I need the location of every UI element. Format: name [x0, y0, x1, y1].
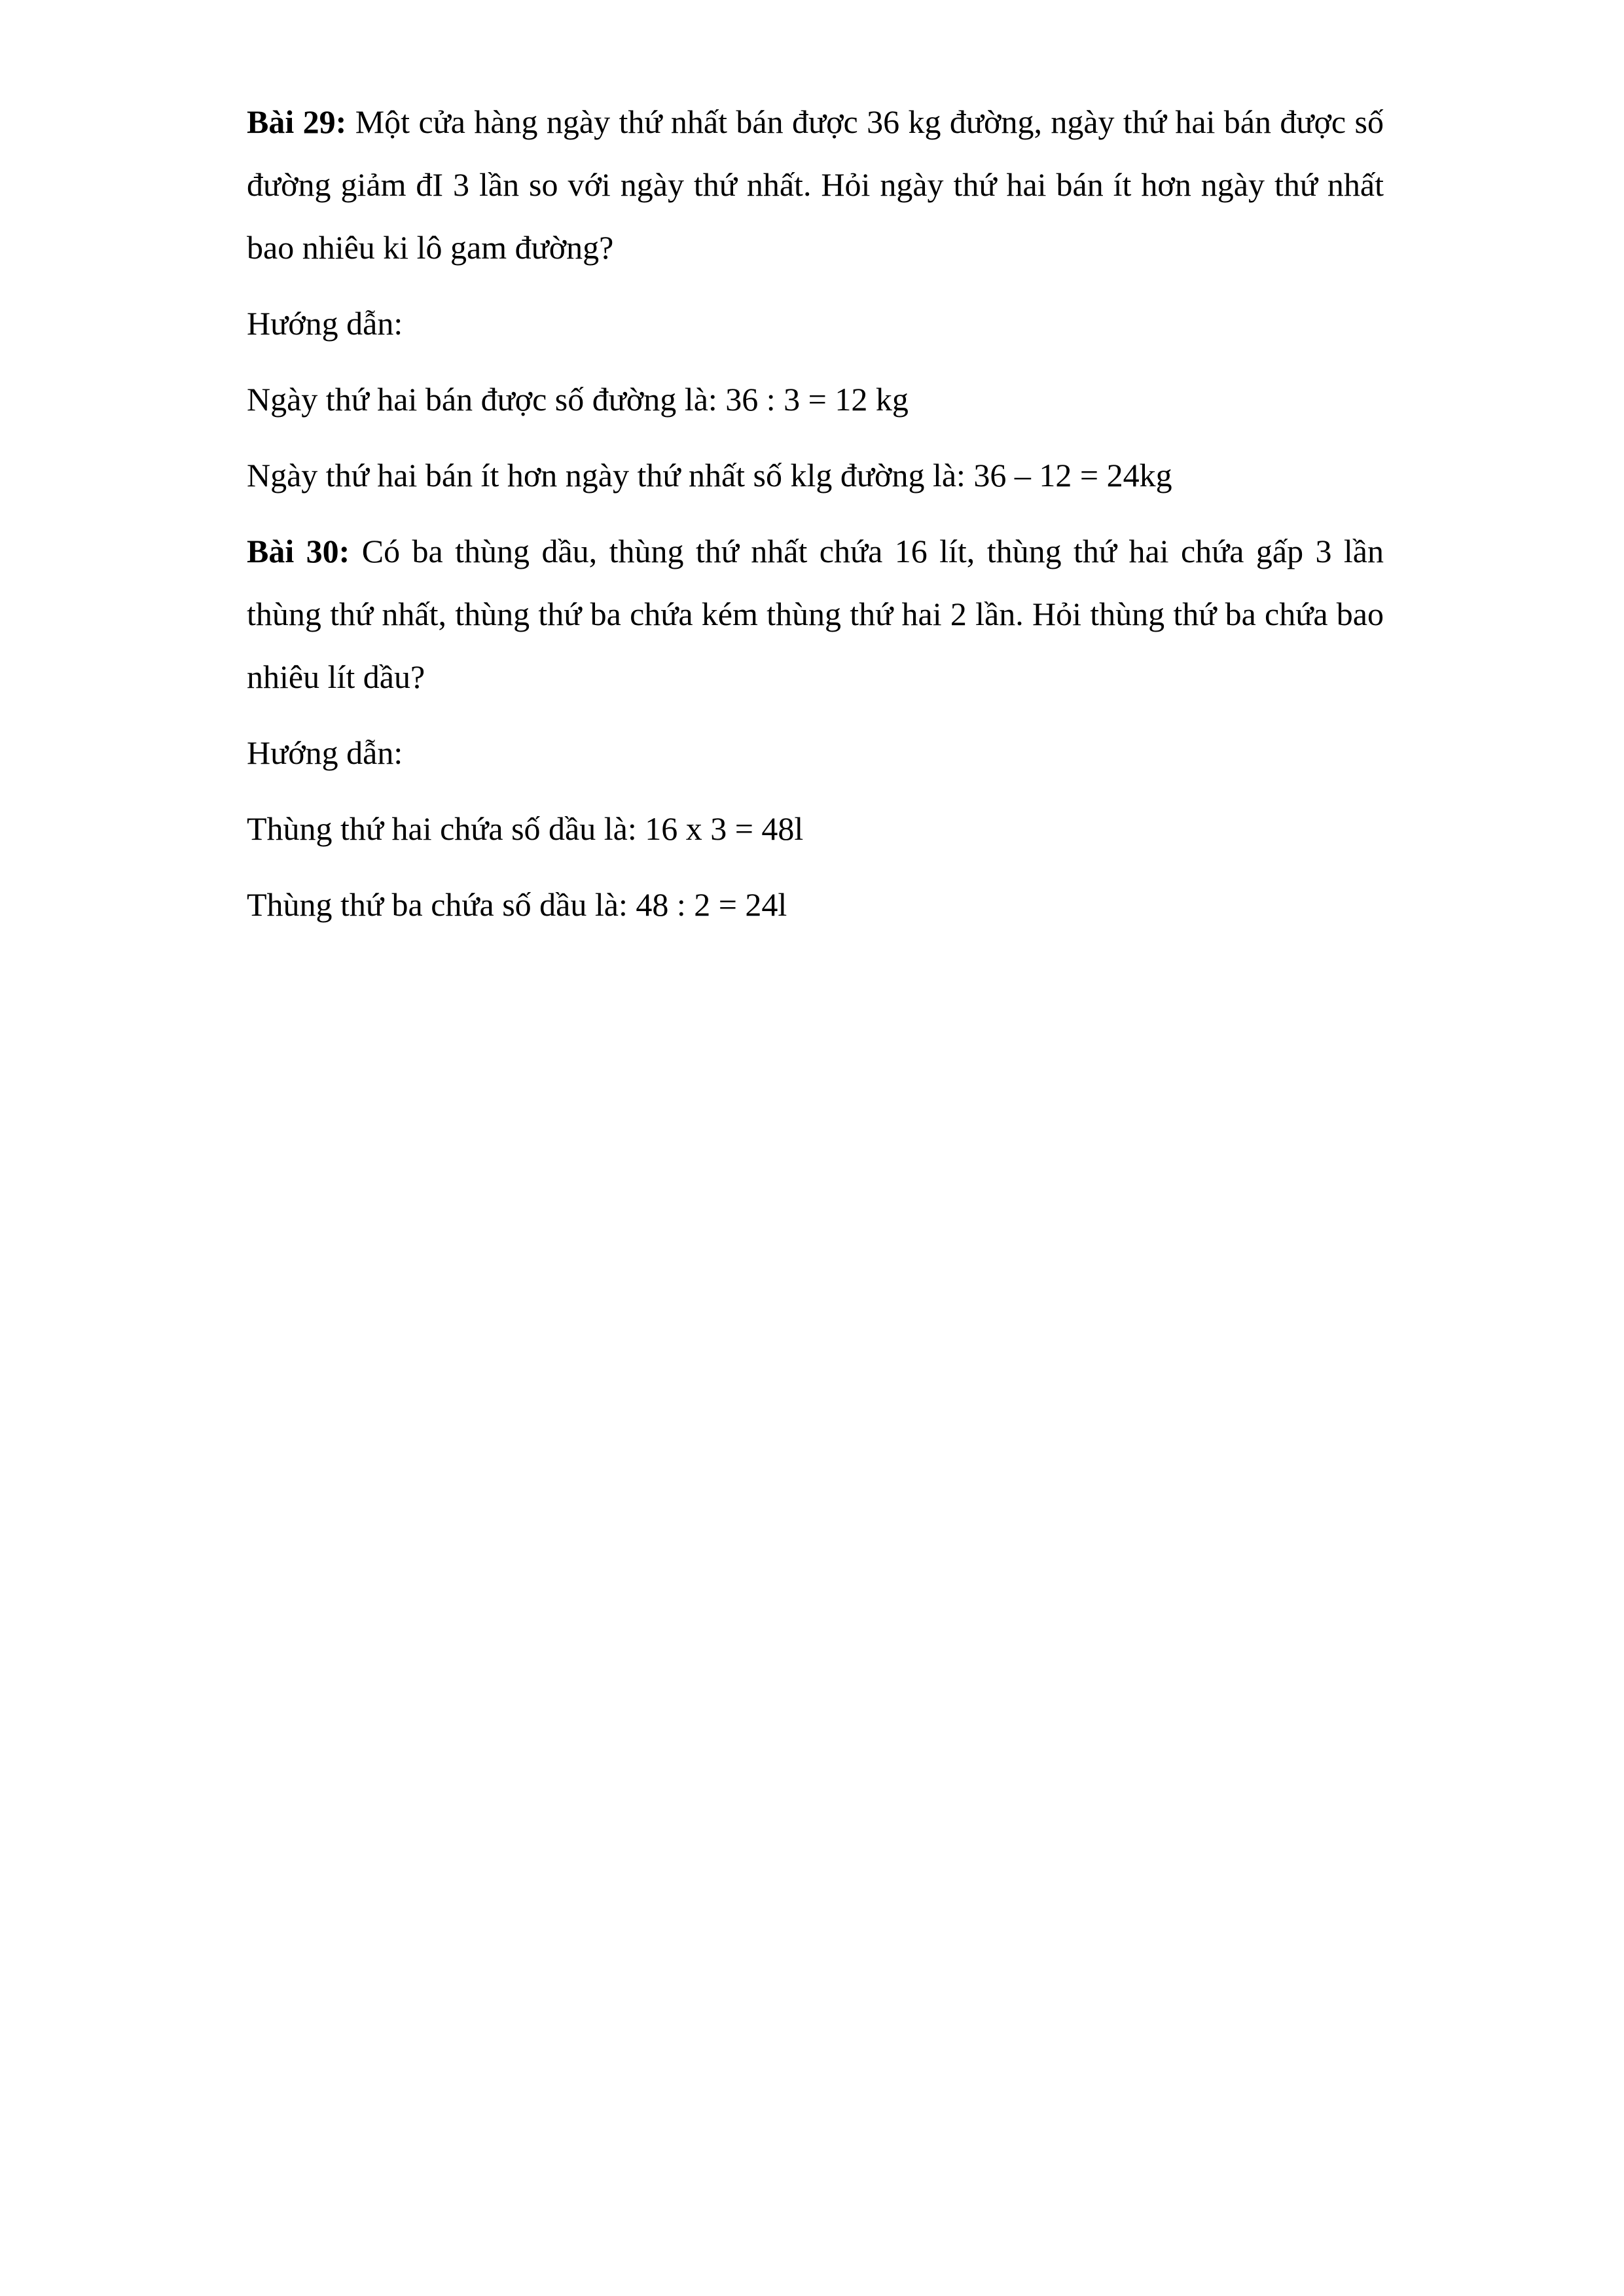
problem-29-text: Một cửa hàng ngày thứ nhất bán được 36 kg đường, ngày thứ hai bán được số đường giảm đI 3 lần so với ngày thứ nhất. Hỏi ngày thứ hai bán ít hơn ngày thứ nhất bao nhiêu ki lô gam đường?: [247, 103, 1384, 266]
problem-30-label: Bài 30:: [247, 533, 350, 569]
document-content: [247, 90, 1384, 949]
problem-29-guide-title: Hướng dẫn:: [247, 305, 403, 342]
problem-30-guide-title: Hướng dẫn:: [247, 734, 403, 771]
problem-30-text: Có ba thùng dầu, thùng thứ nhất chứa 16 lít, thùng thứ hai chứa gấp 3 lần thùng thứ nhất, thùng thứ ba chứa kém thùng thứ hai 2 lần. Hỏi thùng thứ ba chứa bao nhiêu lít dầu?: [247, 533, 1384, 695]
problem-29-statement: [247, 90, 1384, 279]
problem-29-step-2: Ngày thứ hai bán ít hơn ngày thứ nhất số klg đường là: 36 – 12 = 24kg: [247, 457, 1172, 493]
problem-29-step-1: Ngày thứ hai bán được số đường là: 36 : 3 = 12 kg: [247, 381, 909, 418]
problem-30-step-1: Thùng thứ hai chứa số dầu là: 16 x 3 = 48l: [247, 810, 804, 847]
problem-30-statement: [247, 520, 1384, 708]
problem-29-label: Bài 29:: [247, 103, 347, 140]
problem-30-step-2: Thùng thứ ba chứa số dầu là: 48 : 2 = 24l: [247, 886, 787, 923]
